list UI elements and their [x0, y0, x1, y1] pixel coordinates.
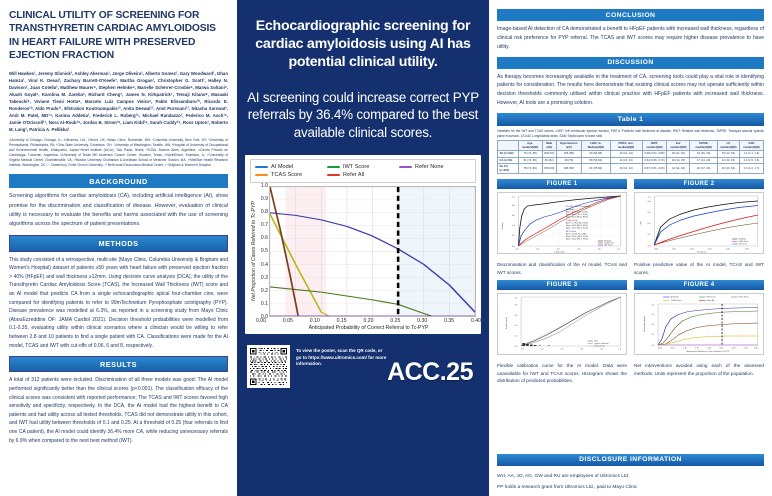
table-cell: 78 (71, 84): [518, 164, 542, 174]
svg-text:0.4: 0.4: [647, 223, 651, 226]
svg-text:0.10: 0.10: [683, 348, 687, 350]
table-cell: 81 (74, 86): [518, 157, 542, 163]
svg-text:Spec: 30.0 (26.1, 33.0): Spec: 30.0 (26.1, 33.0): [565, 228, 588, 230]
svg-text:AI Model: AI Model: [604, 241, 612, 243]
section-header-discussion: DISCUSSION: [497, 57, 764, 69]
table-row-label: All (n=312): [498, 151, 519, 157]
figure-1-header: FIGURE 1: [497, 179, 627, 189]
table-header-cell: PWTd, mm, median(IQR): [610, 141, 642, 151]
table-cell: 0.57 (0.51, 0.63): [642, 164, 667, 174]
y-tick-label: 0.3: [260, 274, 268, 281]
legend-label: Refer All: [342, 171, 365, 178]
svg-text:Refer All: Refer All: [706, 300, 714, 303]
svg-text:0.6: 0.6: [647, 212, 651, 215]
figure-3-panel: [497, 280, 627, 355]
svg-text:AUC: 0.92 (0.87, 0.96): AUC: 0.92 (0.87, 0.96): [565, 212, 588, 214]
plot-wrapper: [250, 182, 476, 320]
legend-item-ai-model: [255, 163, 327, 171]
subheadline: AI screening could increase correct PYP referrals by 36.4% compared to the best available clinical scores.: [247, 89, 479, 140]
page-title: CLINICAL UTILITY OF SCREENING FOR TRANSTHYRETIN CARDIAC AMYLOIDOSIS IN HEART FAILURE WITH PRESERVED EJECTION FRACTION: [9, 10, 216, 62]
legend-item-refer-none: [399, 163, 471, 171]
acc-logo: ACC.25: [387, 357, 473, 386]
svg-text:0.05: 0.05: [672, 249, 676, 251]
svg-text:0.3: 0.3: [651, 314, 655, 317]
table-cell: 15 (11, 20): [667, 151, 690, 157]
disclosure-line-1: WH, AA, JO, AG, GW and RU are employees of Ultromics Ltd.: [497, 473, 630, 479]
table-row: [498, 164, 764, 174]
section-text-methods: This study consisted of a retrospective, multi-site (Mayo Clinic, Columbia University & Brigham and Women's Hospital) dataset of patients ≥50 years with heart failure with preserved ejection fraction > 40% (HFpEF) and wall thickness ≥12mm. Using decision curve analysis (DCA), the utility of the Transthyretin Cardiac Amyloidosis Score (TCAS), the Increased Wall Thickness (IWT) score and an AI model that predicts CA from a single echocardiographic apical four-chamber cine, were compared for identifying patients to refer to 99mTechnetium Pyrophosphate scintigraphy (PYP). Disease prevalence was modelled at 6.3%, as reported in a screening study from Mayo Clinic (AbouEzzeddine OF: JAMA Cardiol 2021). Decision threshold probabilities were modelled from 0.1-0.35, evaluating utility within clinical scenarios where a clinician would be willing to refer between 2.8 and 10 patients to find a single patient with CA. Classifications were made for the AI model, TCAS and IWT with cut-offs of 0.06, 6 and 8, respectively.: [9, 256, 228, 349]
disclosure-line-2: PP holds a research grant from Ultromics Ltd., paid to Mayo Clinic: [497, 484, 638, 490]
table-header-cell: SAB median(IQR): [739, 141, 763, 151]
svg-text:0.0: 0.0: [515, 249, 519, 251]
x-tick-label: 0.25: [390, 317, 401, 324]
figure-2-header: FIGURE 2: [634, 179, 764, 189]
legend-label: AI Model: [271, 163, 294, 170]
svg-text:Anticipated Probability of Cor: Anticipated Probability of Correct Referral to Tc-PYP: [686, 351, 730, 354]
ppv-curve-svg: [635, 193, 763, 253]
table-header-cell: Age, median(IQR): [518, 141, 542, 151]
section-text-conclusion: Image-based AI detection of CA demonstrated a benefit to HFpEF patients with increased wall thickness, regardless of clinical risk preference for PYP referral. The TCAS and IWT scores may require higher disease prevalence to have utility.: [497, 25, 764, 50]
table-cell: 13 (12, 14): [610, 164, 642, 174]
svg-text:0.15: 0.15: [695, 348, 699, 350]
x-tick-label: 0.40: [471, 317, 481, 324]
svg-text:0.0: 0.0: [651, 345, 655, 348]
chart-legend: [250, 159, 476, 183]
svg-text:AI Model: AI Model: [670, 297, 679, 299]
svg-text:TCAS Score: TCAS Score: [670, 300, 682, 303]
table-cell: 48 (79): [556, 157, 581, 163]
x-tick-label: 0.05: [282, 317, 293, 324]
section-header-conclusion: CONCLUSION: [497, 9, 764, 21]
y-axis-title: Net Proportion of Cases Referred to Tc-PYP: [251, 201, 257, 302]
x-tick-label: 0.00: [256, 317, 266, 324]
table1: [497, 140, 764, 174]
svg-text:1-Specificity: 1-Specificity: [554, 252, 565, 254]
figure-4-panel: [634, 280, 764, 355]
table-header-cell: [498, 141, 519, 151]
table-cell: 256 (85): [556, 151, 581, 157]
figure-grid: [497, 179, 764, 384]
svg-text:0.2: 0.2: [514, 336, 518, 338]
svg-text:1.0: 1.0: [512, 197, 515, 199]
table-header-cell: E/e' median(IQR): [667, 141, 690, 151]
legend-label: TCAS Score: [271, 171, 303, 178]
center-column: [237, 0, 489, 496]
table-row-label: No CA (n=251): [498, 164, 519, 174]
svg-text:IWT Score: IWT Score: [738, 244, 748, 246]
left-column: [0, 0, 237, 496]
legend-swatch-icon: [399, 166, 412, 168]
author-list: Will Hawkes¹, Jeremy Slivnick², Ashley Akerman¹, Jorge Oliveira¹, Alberto Gomez¹, Gary Woodward¹, Izhan Hamza¹, Viral K. Desai³, Zachary Barrett-O'Keefe³, Martha Grogan³, Christopher G. Scott³, Halley N. Davison³, Juan Cotella², Matthew Maurer⁴, Stephen Helmke⁴, Marielle Scherrer-Crosbie⁵, Marwa Soltani⁶, Akash Goyal⁶, Karolina M. Zareba⁶, Richard Cheng⁷, James N. Kirkpatrick⁷, Tetsuji Kitano⁸, Masaaki Takeuchi⁸, Viviane Tiemi Hotta⁹, Marcelo Luiz Campos Vieira⁹, Pablo Elissamburu¹⁰, Ricardo E. Ronderos¹⁰, Aldo Prado¹¹, Efstratios Koutroumpakis¹², Anita Deswal¹², Amit Pursnani¹³, Nitasha Sarswat², Amit M. Patel, MD¹⁴, Karima Addetia², Frederick L. Ruberg¹⁵, Michael Randazzo², Federico M. Asch¹⁶, Jamie O'Driscoll¹⁷, Nora Al-Roub¹⁸, Jordan B. Strom¹⁸, Liam Kidd¹⁹, Sarah Cuddy¹⁹, Ross Upton¹, Roberto M. Lang², Patricia A. Pellikka³: [9, 70, 228, 132]
svg-text:0.4: 0.4: [512, 225, 515, 228]
svg-text:0.2: 0.2: [651, 324, 655, 327]
y-tick-label: 0.6: [260, 235, 268, 242]
plot-area: [269, 186, 476, 317]
svg-text:0.10: 0.10: [690, 249, 694, 251]
figure-1-plot: [497, 192, 627, 254]
roc-curve-svg: [498, 193, 626, 253]
table-cell: 0.58 (0.52, 0.65): [642, 151, 667, 157]
figure-4-header: FIGURE 4: [634, 280, 764, 290]
figure-1-caption: Discrimination and classification of the AI model, TCAS and IWT scores.: [497, 262, 627, 275]
x-tick-label: 0.15: [336, 317, 347, 324]
svg-text:0.8: 0.8: [512, 205, 515, 208]
y-tick-label: 0.5: [260, 248, 268, 255]
decision-curve-svg: [270, 187, 475, 316]
qr-code-svg: [249, 347, 288, 386]
table-header-cell: LVEF, %, Median(IQR): [582, 141, 611, 151]
svg-text:0.20: 0.20: [707, 348, 712, 350]
table-cell: 50 (82): [542, 157, 556, 163]
svg-text:0.00: 0.00: [654, 249, 658, 251]
table-cell: 61 (55,66): [582, 164, 611, 174]
svg-text:1.0: 1.0: [617, 249, 620, 251]
figure-2-panel: [634, 179, 764, 254]
svg-text:TCAS Score: TCAS Score: [738, 242, 749, 244]
figure-3-caption: Flexible calibration curve for the AI model. Data were unavailable for IWT and TCAS scores. Histogram shows the distribution of predicted probabilities.: [497, 363, 627, 383]
legend-item-empty: [399, 171, 471, 179]
table-cell: 19 (16, 23): [690, 151, 717, 157]
table1-head: [498, 141, 764, 151]
x-axis-title: Anticipated Probability of Correct Referral to Tc-PYP: [308, 324, 429, 331]
qr-note-text: To view the poster, scan the QR code, or go to https://www.ultromics.com/ for more information.: [296, 347, 387, 367]
section-header-methods: METHODS: [9, 235, 228, 251]
table-cell: 13 (12, 14): [610, 151, 642, 157]
figure-2-caption: Positive predictive value of the AI model, TCAS and IWT scores.: [634, 262, 764, 275]
right-column: [489, 0, 772, 496]
table-header-row: [498, 141, 764, 151]
table-header-cell: TAPSE, median(IQR): [690, 141, 717, 151]
table1-body: [498, 151, 764, 174]
section-text-results: A total of 312 patients were included. Discrimination of all three models was good: The AI model performed significantly better than the clinical scores (p<0.001). The classification efficacy of the clinical scores was consistent with reported performance; The TCAS and IWT scores favored high sensitivity and specificity, respectively. In the DCA, the AI model had the highest benefit to CA patients and had utility across all tested thresholds. TCAS did not demonstrate utility in this cohort, and IWT had utility between thresholds of 0.1 and 0.25. At a threshold of 0.25 (four referrals to find one CA patient), the AI model could identify 36.4% more CA, while reducing unnecessary referrals by 6.9% when compared to the next best method (IWT).: [9, 377, 228, 444]
svg-text:IWT Score: IWT Score: [565, 231, 577, 234]
svg-text:0.15: 0.15: [707, 249, 712, 251]
svg-text:1.0: 1.0: [647, 197, 651, 199]
figure-1-caption-wrap: [497, 258, 627, 276]
svg-text:Net Interventions Avoided: Net Interventions Avoided: [645, 316, 647, 333]
legend-swatch-icon: [255, 166, 268, 168]
svg-text:N = 312, 20% Prevalence: N = 312, 20% Prevalence: [565, 206, 591, 209]
y-axis-ticks: [258, 182, 269, 320]
decision-curve-chart: [245, 155, 481, 334]
svg-text:0.4: 0.4: [651, 305, 655, 307]
table-cell: 15 (12, 18): [717, 151, 739, 157]
right-column-spacer: [497, 384, 764, 454]
svg-text:Logistic calibration: Logistic calibration: [594, 344, 609, 346]
svg-text:0.6: 0.6: [512, 215, 515, 218]
svg-text:0.30: 0.30: [731, 348, 736, 350]
qr-code-icon[interactable]: [247, 345, 290, 388]
y-tick-label: 0.0: [260, 313, 268, 320]
legend-label: IWT Score: [342, 163, 370, 170]
svg-text:0.8: 0.8: [647, 201, 651, 204]
svg-text:0.4: 0.4: [560, 349, 564, 351]
svg-text:0.0: 0.0: [514, 346, 518, 349]
svg-text:0.6: 0.6: [514, 315, 518, 318]
y-tick-label: 0.1: [260, 300, 268, 307]
svg-text:0.1: 0.1: [651, 334, 655, 337]
table1-header: Table 1: [497, 113, 764, 125]
legend-swatch-icon: [327, 174, 340, 176]
table-cell: 14 (11, 19): [667, 164, 690, 174]
svg-text:AI Model: AI Model: [738, 239, 746, 241]
svg-text:0.8: 0.8: [514, 305, 518, 307]
svg-text:Ideal: Ideal: [594, 341, 598, 343]
y-tick-label: 0.9: [260, 196, 268, 203]
table1-note: Variables for the IWT and TCAS scores. LVEF: left ventricular ejection fraction, PWTd: Posterior wall thickness at diastole, RWT: Relative wall thickness, TAPSE: Tricuspid annular systolic plane excursion, LS A4C Longitudinal strain, SAB: Septal apex to base ratio: [497, 129, 764, 138]
svg-text:0.00: 0.00: [658, 348, 662, 350]
legend-swatch-icon: [327, 166, 340, 168]
table-cell: 16 (13, 19): [717, 164, 739, 174]
svg-text:0.2: 0.2: [536, 249, 540, 251]
svg-text:Sens: 88.0 (79.1, 96.0): Sens: 88.0 (79.1, 96.0): [565, 214, 588, 217]
qr-row: [245, 345, 481, 388]
svg-text:0.25: 0.25: [719, 348, 724, 350]
svg-text:0.8: 0.8: [597, 249, 601, 251]
section-header-background: BACKGROUND: [9, 174, 228, 188]
svg-text:Sens: 93.0 (86.4, 98.0): Sens: 93.0 (86.4, 98.0): [565, 225, 588, 228]
figure-2-plot: [634, 192, 764, 254]
table-cell: 12 (10, 15): [717, 157, 739, 163]
table-header-cell: Hypertension n(%): [556, 141, 581, 151]
section-text-background: Screening algorithms for cardiac amyloidosis (CA), including artificial intelligence (AI), show promise for the discrimination and classification of disease. However, evaluation of clinical utility is necessary to evaluate the benefits and harms associated with the use of screening algorithms across the spectrum of patient presentations.: [9, 193, 228, 227]
legend-item-refer-all: [327, 171, 399, 179]
x-tick-label: 0.20: [363, 317, 374, 324]
x-tick-label: 0.10: [309, 317, 320, 324]
calibration-curve-svg: [498, 294, 626, 354]
svg-text:Actual Probability: Actual Probability: [505, 317, 509, 330]
svg-text:AUC: 0.8 (0.70, 0.86): AUC: 0.8 (0.70, 0.86): [565, 234, 587, 236]
x-tick-label: 0.30: [417, 317, 428, 324]
svg-text:TCAS Score: TCAS Score: [565, 220, 578, 223]
svg-text:0.2: 0.2: [512, 235, 515, 238]
y-tick-label: 0.8: [260, 209, 268, 216]
x-axis-ticks: [256, 317, 481, 325]
table-cell: 1.4 (1.1, 1.9): [739, 151, 763, 157]
net-interventions-svg: [635, 294, 763, 354]
svg-text:1.0: 1.0: [514, 298, 518, 300]
svg-text:Spec: 96.0 (93.7, 98.0): Spec: 96.0 (93.7, 98.0): [565, 239, 588, 241]
figure-4-caption: Net interventions avoided using each of the assessed methods. Units represent the proportion of the population.: [634, 363, 764, 376]
svg-text:Refer None: Refer None: [738, 297, 749, 299]
svg-text:0.6: 0.6: [580, 349, 584, 351]
svg-text:0.0: 0.0: [521, 349, 524, 351]
svg-text:IWT Score: IWT Score: [706, 297, 716, 299]
y-tick-label: 1.0: [260, 182, 268, 189]
table-cell: 19 (14, 25): [667, 157, 690, 163]
table-cell: 20 (17, 23): [690, 164, 717, 174]
figure-4-plot: [634, 293, 764, 355]
table-cell: 1.3 (1.0, 1.7): [739, 164, 763, 174]
left-column-spacer: [9, 451, 228, 492]
svg-text:0.20: 0.20: [725, 249, 730, 251]
svg-text:0.0: 0.0: [512, 246, 515, 249]
table-cell: 79 (72, 85): [518, 151, 542, 157]
table-header-cell: Male n(%): [542, 141, 556, 151]
figure-3-header: FIGURE 3: [497, 280, 627, 290]
table-row-label: CA (n=61): [498, 157, 519, 163]
figure-1-panel: [497, 179, 627, 254]
svg-text:Prevalence: Prevalence: [696, 252, 707, 254]
svg-text:0.2: 0.2: [540, 349, 544, 351]
table-cell: 208 (67): [544, 152, 555, 156]
svg-text:0.35: 0.35: [743, 348, 748, 350]
svg-text:0.4: 0.4: [556, 249, 560, 251]
figure-3-caption-wrap: [497, 359, 627, 384]
legend-item-tcas-score: [255, 171, 327, 179]
section-header-results: RESULTS: [9, 356, 228, 372]
y-tick-label: 0.2: [260, 287, 268, 294]
figure-3-plot: [497, 293, 627, 355]
svg-text:0.6: 0.6: [577, 249, 581, 251]
svg-text:Nonparametric: Nonparametric: [594, 346, 606, 348]
svg-text:1.0: 1.0: [618, 349, 621, 351]
table-cell: 0.64 (0.56, 0.72): [642, 157, 667, 163]
legend-swatch-icon: [255, 174, 268, 176]
table-cell: 14 (13, 16): [610, 157, 642, 163]
svg-text:0.8: 0.8: [600, 349, 604, 351]
legend-item-iwt-score: [327, 163, 399, 171]
svg-text:AUC: 0.78 (0.68, 0.84): AUC: 0.78 (0.68, 0.84): [565, 223, 588, 225]
table-cell: 17 (14, 20): [690, 157, 717, 163]
y-tick-label: 0.4: [260, 261, 268, 268]
table-header-cell: RWT, median(IQR): [642, 141, 667, 151]
table-cell: 2.0 (1.5, 2.6): [739, 157, 763, 163]
table-cell: 208 (83): [556, 164, 581, 174]
table-cell: 158 (63): [542, 164, 556, 174]
svg-text:0.2: 0.2: [647, 234, 651, 237]
svg-text:0.25: 0.25: [745, 249, 749, 251]
table-cell: 58 (50,64): [582, 157, 611, 163]
section-header-disclosure: DISCLOSURE INFORMATION: [497, 454, 764, 466]
figure-4-caption-wrap: [634, 359, 764, 384]
section-text-discussion: As therapy becomes increasingly available in the treatment of CA, screening tools could play a vital role in identifying patients for consideration. The results here demonstrate that existing clinical scores may not operate sufficiently within decision thresholds commonly utilised within clinical practice with HFpEF patients with increased wall thickness. However, AI tools are a promising solution.: [497, 73, 764, 107]
y-tick-label: 0.7: [260, 222, 268, 229]
affiliation-list: ¹University of Chicago, Chicago, IL; ²Ultromics, Ltd., Oxford, UK; ³Mayo Clinic, Rochester, MN; ⁴Columbia University, New York, NY; ⁵University of Pennsylvania, Philadelphia, PA; ⁶Ohio State University, Columbus, OH; ⁷University of Washington, Seattle, WA; ⁸Hospital of University of Occupational and Environmental Health, Kitakyushu, Japan;⁹Heart Institute (InCor), Sao Paolo, Brazil; ¹⁰ICBA, Buenos Aires, Argentina; ¹¹Centro Privado de Cardiologia, Tucuman, Argentina; ¹²University of Texas MD Anderson Cancer Center, Houston, Texas; ¹³NorthShore, Evanston, IL; ¹⁴University of Virginia Medical Center, Charlottesville, VA; ¹⁵Boston University Chobanian & Avedisian School of Medicine, Boston, MA; ¹⁶MedStar Health Research Institute, Washington, DC; ¹⁷ Canterbury Christ Church University; ¹⁸ Beth Israel Deaconess Medical Centre; ¹⁹ Brigham & Women's Hospital: [9, 137, 228, 167]
svg-text:0.4: 0.4: [514, 325, 518, 328]
svg-text:IWT Score: IWT Score: [604, 245, 613, 247]
table-cell: 60 (54,65): [582, 151, 611, 157]
svg-text:Spec: 82.0 (80.4, 88.0): Spec: 82.0 (80.4, 88.0): [565, 217, 588, 219]
headline: Echocardiographic screening for cardiac amyloidosis using AI has potential clinical utility.: [255, 18, 471, 70]
svg-text:PPV: PPV: [640, 221, 643, 225]
svg-text:0.05: 0.05: [670, 348, 675, 350]
svg-text:TCAS Score: TCAS Score: [604, 243, 615, 245]
svg-text:0.40: 0.40: [754, 348, 758, 350]
svg-text:Sens: 33.0 (19.8, 39.0): Sens: 33.0 (19.8, 39.0): [565, 236, 588, 239]
figure-2-caption-wrap: [634, 258, 764, 276]
legend-label: Refer None: [414, 163, 444, 170]
table-header-cell: LS median(IQR): [717, 141, 739, 151]
svg-text:0.0: 0.0: [647, 246, 651, 248]
svg-text:Sensitivity: Sensitivity: [502, 223, 505, 230]
svg-text:AI Model: AI Model: [565, 209, 575, 212]
x-tick-label: 0.35: [444, 317, 455, 324]
